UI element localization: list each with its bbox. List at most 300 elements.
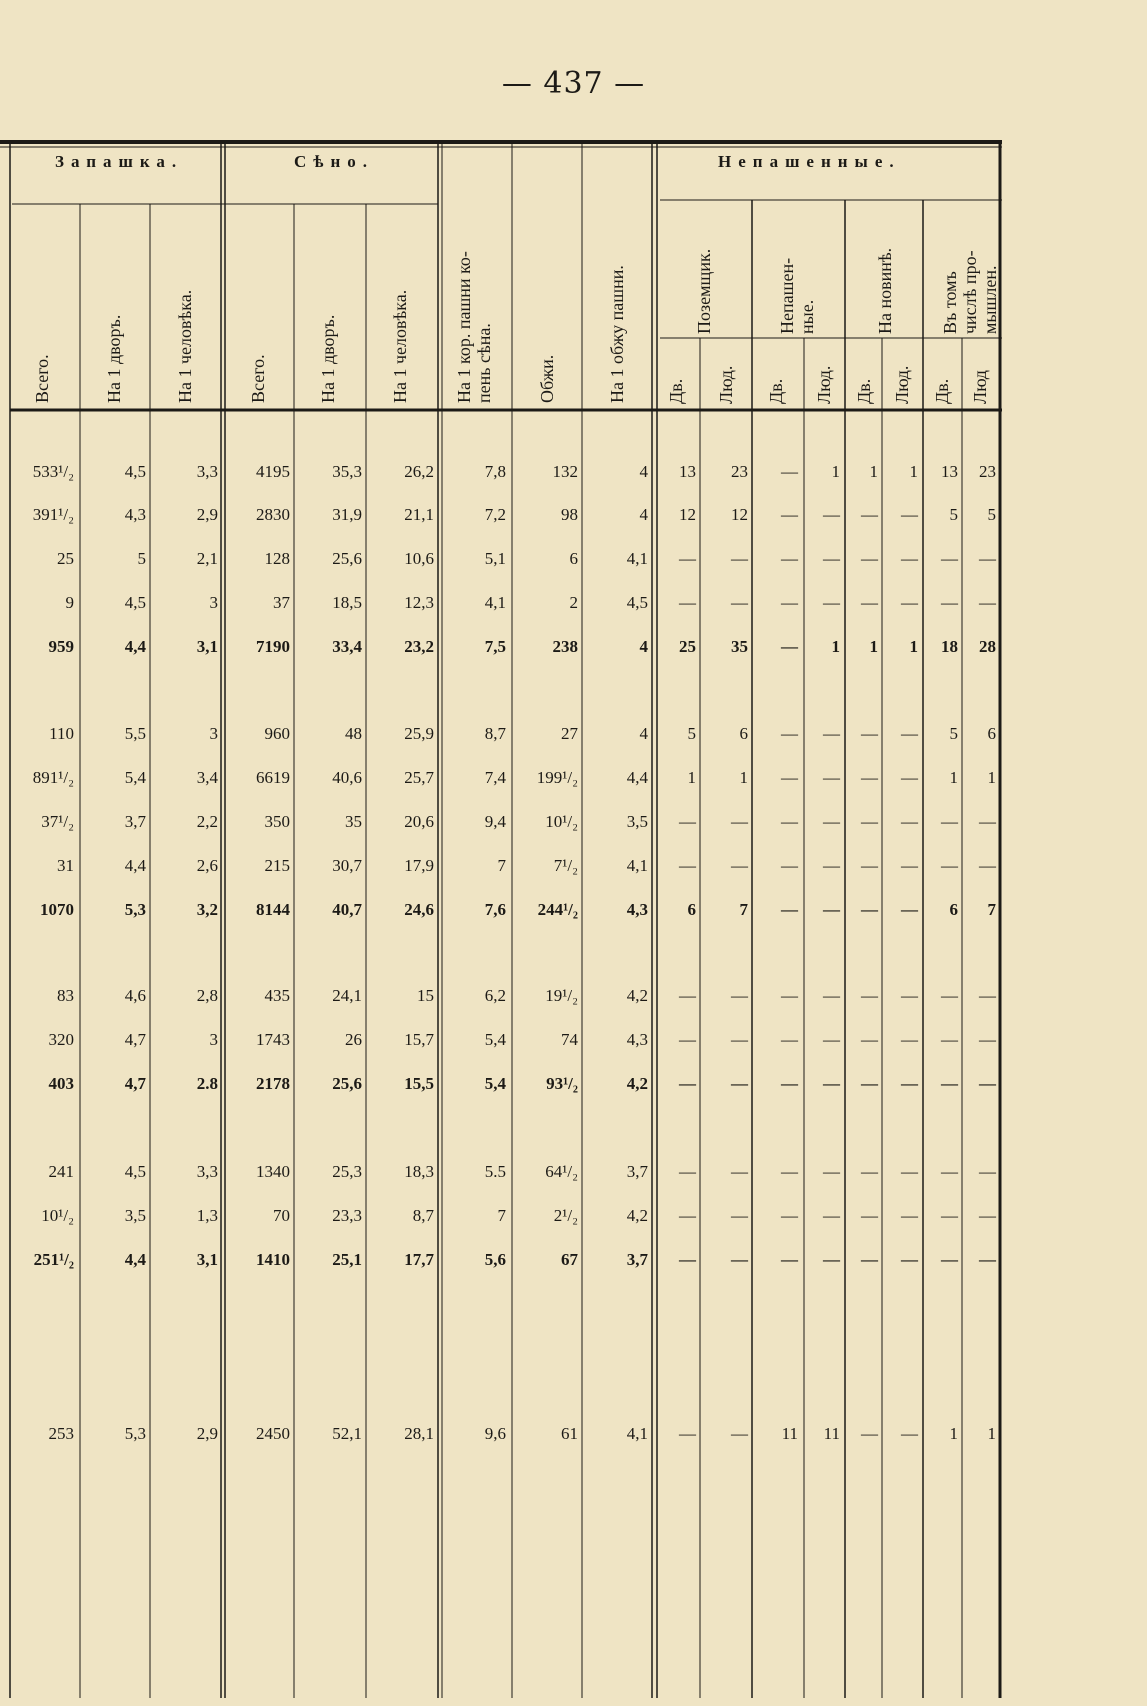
table-cell: 5,3 — [124, 900, 146, 919]
col-header-na1kor-pashni: На 1 кор. пашни ко- пень сѣна. — [454, 251, 494, 403]
table-cell: — — [861, 1162, 878, 1181]
table-cell: 40,6 — [332, 768, 362, 787]
table-cell: — — [731, 1030, 748, 1049]
table-cell: 3,1 — [196, 1250, 218, 1269]
table-cell: 12 — [679, 505, 696, 524]
table-cell: 8144 — [256, 900, 290, 919]
table-cell: — — [979, 1162, 996, 1181]
sub-col-lyud-3: Люд. — [892, 365, 912, 404]
table-cell: — — [941, 549, 958, 568]
table-cell: 64¹/₂ — [545, 1162, 578, 1181]
col-header-na1obzhu: На 1 обжу пашни. — [607, 265, 627, 403]
table-cell: — — [823, 900, 840, 919]
table-cell: — — [781, 768, 798, 787]
table-cell: — — [823, 986, 840, 1005]
table-cell: — — [679, 812, 696, 831]
table-cell: 6 — [687, 900, 696, 919]
table-cell: 8,7 — [484, 724, 506, 743]
table-cell: — — [731, 812, 748, 831]
table-cell: — — [861, 1030, 878, 1049]
table-cell: — — [781, 1206, 798, 1225]
table-cell: 12 — [731, 505, 748, 524]
table-cell: 28,1 — [404, 1424, 434, 1443]
table-cell: 4,1 — [626, 1424, 648, 1443]
table-cell: 24,1 — [332, 986, 362, 1005]
table-cell: 4,6 — [124, 986, 146, 1005]
table-cell: 37 — [273, 593, 290, 612]
table-cell: 33,4 — [332, 637, 362, 656]
table-cell: — — [861, 856, 878, 875]
table-cell: — — [823, 1206, 840, 1225]
table-cell: 3,5 — [626, 812, 648, 831]
table-cell: 25,6 — [332, 1074, 362, 1093]
table-cell: — — [731, 986, 748, 1005]
table-cell: 31,9 — [332, 505, 362, 524]
table-cell: 6619 — [256, 768, 290, 787]
table-cell: 25 — [57, 549, 74, 568]
table-cell: 15,7 — [404, 1030, 434, 1049]
table-cell: 5,6 — [484, 1250, 506, 1269]
table-cell: 1 — [949, 768, 958, 787]
table-cell: 61 — [561, 1424, 578, 1443]
table-cell: 320 — [48, 1030, 74, 1049]
table-cell: — — [679, 549, 696, 568]
table-cell: 241 — [48, 1162, 74, 1181]
table-cell: — — [781, 1162, 798, 1181]
table-cell: 74 — [561, 1030, 578, 1049]
table-cell: 35,3 — [332, 462, 362, 481]
table-cell: — — [679, 1162, 696, 1181]
table-cell: — — [823, 1250, 840, 1269]
table-cell: 6 — [569, 549, 578, 568]
table-cell: 2178 — [256, 1074, 290, 1093]
table-cell: — — [781, 1030, 798, 1049]
table-cell: 1410 — [256, 1250, 290, 1269]
col-header-na1chel-seno: На 1 человѣка. — [390, 289, 410, 403]
table-cell: 533¹/₂ — [32, 462, 74, 481]
table-cell: — — [731, 856, 748, 875]
table-cell: 1,3 — [196, 1206, 218, 1225]
table-cell: 5,5 — [124, 724, 146, 743]
table-cell: 4,4 — [124, 856, 146, 875]
table-cell: — — [823, 1074, 840, 1093]
table-cell: — — [861, 549, 878, 568]
table-cell: 4,2 — [626, 1206, 648, 1225]
table-cell: 7,8 — [484, 462, 506, 481]
table-cell: — — [979, 986, 996, 1005]
table-cell: 2,1 — [196, 549, 218, 568]
table-cell: 25,3 — [332, 1162, 362, 1181]
table-cell: — — [941, 1162, 958, 1181]
table-cell: — — [731, 1162, 748, 1181]
table-cell: 4,5 — [124, 1162, 146, 1181]
table-cell: 31 — [57, 856, 74, 875]
sub-col-lyud-1: Люд. — [716, 365, 736, 404]
table-cell: 110 — [49, 724, 74, 743]
sub-header-pozemshchik: Поземщик. — [694, 248, 714, 334]
table-cell: 3,3 — [196, 1162, 218, 1181]
table-cell: 3,1 — [196, 637, 218, 656]
table-cell: — — [901, 986, 918, 1005]
table-cell: 1 — [687, 768, 696, 787]
table-cell: 5,3 — [124, 1424, 146, 1443]
table-cell: 1 — [739, 768, 748, 787]
table-cell: 5 — [137, 549, 146, 568]
table-cell: — — [781, 462, 798, 481]
table-cell: 2,6 — [196, 856, 218, 875]
sub-header-na-novine: На новинѣ. — [875, 247, 895, 334]
table-cell: — — [823, 856, 840, 875]
table-cell: 391¹/₂ — [32, 505, 74, 524]
table-cell: 4,5 — [124, 593, 146, 612]
table-cell: — — [731, 1250, 748, 1269]
table-cell: 7¹/₂ — [553, 856, 578, 875]
table-cell: — — [679, 593, 696, 612]
table-cell: 5 — [687, 724, 696, 743]
table-cell: — — [679, 1424, 696, 1443]
table-cell: — — [901, 900, 918, 919]
table-cell: 2.8 — [196, 1074, 218, 1093]
table-cell: — — [731, 1206, 748, 1225]
table-cell: 1 — [869, 462, 878, 481]
table-cell: — — [679, 1206, 696, 1225]
table-cell: — — [901, 768, 918, 787]
table-cell: — — [941, 856, 958, 875]
table-cell: 1 — [987, 1424, 996, 1443]
table-cell: 1 — [869, 637, 878, 656]
table-cell: — — [979, 1074, 996, 1093]
table-cell: 15 — [417, 986, 434, 1005]
table-cell: 4,5 — [124, 462, 146, 481]
table-cell: 3 — [209, 1030, 218, 1049]
table-cell: 2,8 — [196, 986, 218, 1005]
table-cell: — — [941, 1030, 958, 1049]
col-header-vsego-seno: Всего. — [248, 354, 268, 403]
table-cell: — — [901, 856, 918, 875]
table-cell: 4,3 — [124, 505, 146, 524]
sub-header-v-tom-chisle: Въ томъ числѣ про- мышлен. — [940, 250, 1000, 334]
table-cell: 350 — [264, 812, 290, 831]
table-cell: 9,6 — [484, 1424, 506, 1443]
table-cell: 1 — [909, 462, 918, 481]
table-cell: — — [823, 1030, 840, 1049]
table-cell: 7,2 — [484, 505, 506, 524]
group-header-zapashka: Запашка. — [55, 152, 184, 171]
table-cell: — — [861, 1206, 878, 1225]
table-cell: 1743 — [256, 1030, 290, 1049]
table-cell: — — [861, 1074, 878, 1093]
table-cell: 5.5 — [484, 1162, 506, 1181]
col-header-na1dvor-zapashka: На 1 дворъ. — [104, 314, 124, 403]
table-cell: — — [679, 856, 696, 875]
table-cell: 4195 — [256, 462, 290, 481]
table-cell: — — [731, 549, 748, 568]
table-cell: 37¹/₂ — [41, 812, 74, 831]
table-cell: — — [979, 812, 996, 831]
table-cell: 6 — [987, 724, 996, 743]
table-cell: 83 — [57, 986, 74, 1005]
table-cell: — — [901, 1424, 918, 1443]
table-cell: 4 — [639, 505, 648, 524]
table-cell: 4 — [639, 724, 648, 743]
table-cell: — — [781, 856, 798, 875]
table-cell: — — [979, 549, 996, 568]
table-cell: — — [901, 593, 918, 612]
table-cell: 215 — [264, 856, 290, 875]
table-cell: 5 — [949, 505, 958, 524]
table-cell: — — [901, 1250, 918, 1269]
table-cell: 10,6 — [404, 549, 434, 568]
page-number: — 437 — — [501, 66, 646, 101]
table-cell: 4 — [639, 462, 648, 481]
table-cell: 6,2 — [484, 986, 506, 1005]
table-cell: 7,5 — [484, 637, 506, 656]
table-cell: — — [731, 1074, 748, 1093]
table-cell: 10¹/₂ — [41, 1206, 74, 1225]
table-cell: 13 — [941, 462, 958, 481]
table-cell: — — [861, 593, 878, 612]
table-cell: 132 — [552, 462, 578, 481]
table-cell: 25 — [679, 637, 696, 656]
table-cell: 4,1 — [484, 593, 506, 612]
table-cell: 3,5 — [124, 1206, 146, 1225]
table-cell: 27 — [561, 724, 578, 743]
table-cell: 3 — [209, 593, 218, 612]
table-cell: — — [823, 768, 840, 787]
table-cell: 26 — [345, 1030, 362, 1049]
table-cell: — — [901, 549, 918, 568]
table-cell: — — [731, 593, 748, 612]
table-cell: 4,1 — [626, 549, 648, 568]
table-cell: 1070 — [40, 900, 74, 919]
table-cell: 2 — [569, 593, 578, 612]
table-cell: — — [861, 812, 878, 831]
table-cell: — — [979, 856, 996, 875]
table-cell: 2450 — [256, 1424, 290, 1443]
table-cell: 7190 — [256, 637, 290, 656]
sub-col-lyud-2: Люд. — [814, 365, 834, 404]
table-cell: 11 — [781, 1424, 798, 1443]
table-cell: 4,4 — [626, 768, 648, 787]
table-cell: — — [979, 1206, 996, 1225]
table-cell: 48 — [345, 724, 362, 743]
table-cell: 7 — [497, 1206, 506, 1225]
table-cell: — — [941, 593, 958, 612]
table-cell: — — [901, 1206, 918, 1225]
table-cell: 4,5 — [626, 593, 648, 612]
table-cell: 5,1 — [484, 549, 506, 568]
table-cell: 19¹/₂ — [545, 986, 578, 1005]
table-cell: — — [781, 637, 798, 656]
table-cell: 23 — [731, 462, 748, 481]
table-cell: — — [823, 593, 840, 612]
table-cell: — — [823, 549, 840, 568]
table-cell: — — [781, 505, 798, 524]
table-cell: 30,7 — [332, 856, 362, 875]
sub-col-lyud-4: Люд — [970, 370, 990, 404]
table-cell: — — [979, 593, 996, 612]
table-cell: — — [861, 768, 878, 787]
table-cell: 3,4 — [196, 768, 218, 787]
table-cell: 7,6 — [484, 900, 506, 919]
col-header-vsego-zapashka: Всего. — [32, 354, 52, 403]
table-cell: 403 — [48, 1074, 74, 1093]
table-cell: 40,7 — [332, 900, 362, 919]
table-cell: 4,7 — [124, 1030, 146, 1049]
table-cell: 52,1 — [332, 1424, 362, 1443]
table-cell: — — [941, 1074, 958, 1093]
table-cell: — — [861, 986, 878, 1005]
table-cell: — — [823, 1162, 840, 1181]
table-cell: 5 — [987, 505, 996, 524]
table-cell: 253 — [48, 1424, 74, 1443]
table-cell: 2830 — [256, 505, 290, 524]
table-cell: 70 — [273, 1206, 290, 1225]
table-cell: 1340 — [256, 1162, 290, 1181]
table-cell: 13 — [679, 462, 696, 481]
table-cell: 7 — [497, 856, 506, 875]
table-cell: 3,3 — [196, 462, 218, 481]
table-cell: 8,7 — [412, 1206, 434, 1225]
table-cell: — — [781, 900, 798, 919]
table-cell: 3 — [209, 724, 218, 743]
table-cell: 2¹/₂ — [553, 1206, 578, 1225]
table-cell: — — [901, 505, 918, 524]
table-cell: 67 — [561, 1250, 578, 1269]
table-cell: — — [731, 1424, 748, 1443]
table-cell: 3,2 — [196, 900, 218, 919]
table-cell: — — [861, 900, 878, 919]
table-cell: — — [861, 1250, 878, 1269]
table-cell: — — [861, 724, 878, 743]
table-cell: 28 — [979, 637, 996, 656]
table-cell: 1 — [909, 637, 918, 656]
table-cell: — — [781, 549, 798, 568]
table-cell: — — [781, 1250, 798, 1269]
table-cell: 25,7 — [404, 768, 434, 787]
group-header-nepashennye: Непашенные. — [718, 152, 901, 171]
table-cell: — — [823, 724, 840, 743]
table-cell: 4 — [639, 637, 648, 656]
table-cell: — — [781, 1074, 798, 1093]
col-header-obzhi: Обжи. — [537, 354, 557, 403]
table-cell: 25,6 — [332, 549, 362, 568]
table-cell: 23 — [979, 462, 996, 481]
table-cell: 1 — [949, 1424, 958, 1443]
table-cell: — — [781, 593, 798, 612]
table-cell: 1 — [987, 768, 996, 787]
table-cell: 25,9 — [404, 724, 434, 743]
group-header-seno: Сѣно. — [294, 152, 375, 171]
table-cell: 1 — [831, 462, 840, 481]
table-cell: 35 — [731, 637, 748, 656]
table-cell: 7 — [739, 900, 748, 919]
table-cell: — — [901, 1074, 918, 1093]
table-cell: — — [679, 1074, 696, 1093]
table-cell: — — [901, 1030, 918, 1049]
table-cell: — — [941, 986, 958, 1005]
table-cell: 7 — [987, 900, 996, 919]
table-cell: — — [861, 1424, 878, 1443]
table-cell: 21,1 — [404, 505, 434, 524]
table-cell: — — [861, 505, 878, 524]
table-cell: 3,7 — [626, 1250, 648, 1269]
table-cell: 11 — [823, 1424, 840, 1443]
table-cell: 435 — [264, 986, 290, 1005]
table-cell: — — [823, 812, 840, 831]
table-cell: 128 — [264, 549, 290, 568]
table-cell: 2,9 — [196, 1424, 218, 1443]
table-cell: 4,1 — [626, 856, 648, 875]
table-cell: 1 — [831, 637, 840, 656]
table-cell: — — [823, 505, 840, 524]
table-cell: — — [979, 1250, 996, 1269]
table-cell: — — [979, 1030, 996, 1049]
table-cell: 18,3 — [404, 1162, 434, 1181]
table-cell: — — [679, 986, 696, 1005]
table-cell: — — [781, 986, 798, 1005]
table-cell: — — [901, 1162, 918, 1181]
table-cell: 4,3 — [626, 1030, 648, 1049]
table-cell: — — [901, 812, 918, 831]
table-cell: — — [679, 1250, 696, 1269]
table-cell: 24,6 — [404, 900, 434, 919]
table-cell: 238 — [552, 637, 578, 656]
sub-col-dv-4: Дв. — [932, 378, 952, 404]
table-cell: — — [941, 1206, 958, 1225]
col-header-na1dvor-seno: На 1 дворъ. — [318, 314, 338, 403]
table-cell: — — [679, 1030, 696, 1049]
table-cell: 17,7 — [404, 1250, 434, 1269]
statistics-table — [0, 138, 1005, 1698]
table-cell: 5,4 — [484, 1030, 506, 1049]
table-cell: 4,2 — [626, 1074, 648, 1093]
table-cell: — — [941, 812, 958, 831]
table-cell: 960 — [264, 724, 290, 743]
table-cell: 4,3 — [626, 900, 648, 919]
table-cell: 6 — [949, 900, 958, 919]
table-cell: 18,5 — [332, 593, 362, 612]
table-cell: 4,4 — [124, 1250, 146, 1269]
table-cell: 10¹/₂ — [545, 812, 578, 831]
sub-col-dv-2: Дв. — [766, 378, 786, 404]
table-cell: 93¹/₂ — [546, 1074, 578, 1093]
sub-col-dv-1: Дв. — [666, 378, 686, 404]
table-cell: 891¹/₂ — [32, 768, 74, 787]
table-cell: 251¹/₂ — [33, 1250, 74, 1269]
table-cell: 4,2 — [626, 986, 648, 1005]
table-cell: 199¹/₂ — [536, 768, 578, 787]
col-header-na1chel-zapashka: На 1 человѣка. — [175, 289, 195, 403]
table-cell: 3,7 — [124, 812, 146, 831]
table-cell: 5,4 — [124, 768, 146, 787]
table-cell: — — [781, 812, 798, 831]
table-cell: 23,2 — [404, 637, 434, 656]
table-cell: 35 — [345, 812, 362, 831]
table-cell: — — [781, 724, 798, 743]
table-cell: 4,4 — [124, 637, 146, 656]
table-cell: 18 — [941, 637, 958, 656]
table-cell: 6 — [739, 724, 748, 743]
table-cell: 2,9 — [196, 505, 218, 524]
table-cell: 9 — [65, 593, 74, 612]
table-cell: 15,5 — [404, 1074, 434, 1093]
sub-col-dv-3: Дв. — [854, 378, 874, 404]
table-cell: 25,1 — [332, 1250, 362, 1269]
table-cell: 244¹/₂ — [537, 900, 578, 919]
table-cell: 9,4 — [484, 812, 506, 831]
table-cell: 12,3 — [404, 593, 434, 612]
